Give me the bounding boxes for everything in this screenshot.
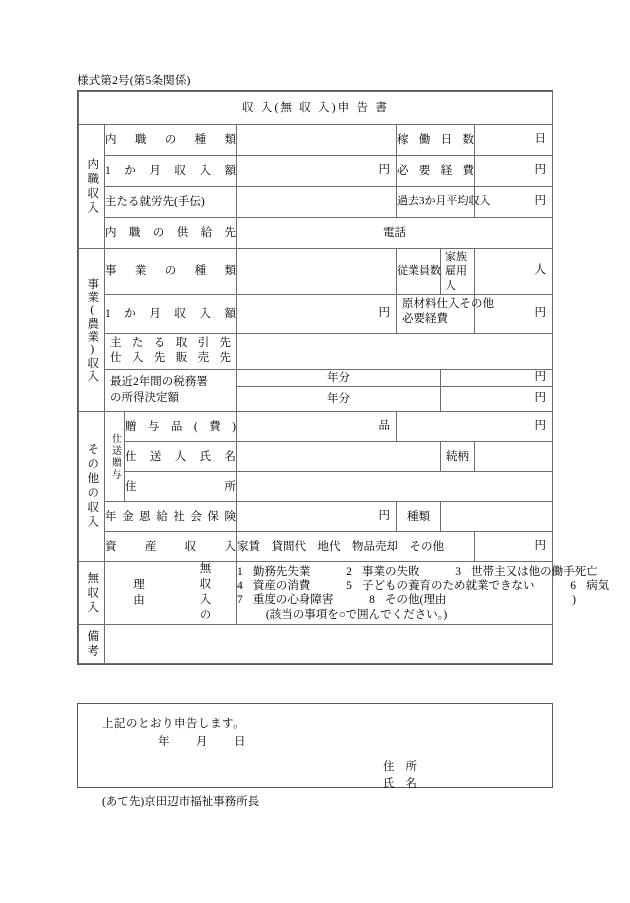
section-label-mushuunyuu (79, 562, 105, 625)
field-tax-year2[interactable]: 年分 (237, 387, 441, 412)
reason-line-3: 7 重度の心身障害 8 その他(理由 ) (237, 594, 576, 607)
field-naishoku-monthly-input[interactable]: 円 (237, 156, 397, 187)
field-tax-amount2[interactable]: 円 (441, 387, 553, 412)
form-title (79, 92, 553, 125)
tax-label-line2: の所得決定額 (110, 391, 179, 404)
field-supplier-input[interactable]: 電話 (237, 218, 553, 249)
field-sender-name-label: 仕送人氏名 (125, 442, 237, 472)
field-naishoku-type-label: 内職の種類 (105, 125, 237, 156)
reason-line-1: 1 勤務先失業 2 事業の失敗 3 世帯主又は他の働手死亡 (237, 565, 598, 578)
form-number: 様式第2号(第5条関係) (77, 75, 191, 87)
field-kind-label: 種類 (397, 502, 441, 532)
reason-label-main: 無収入の (198, 562, 211, 625)
field-material-input[interactable]: 円 (475, 294, 553, 333)
section-label-naishoku (79, 125, 105, 249)
field-partners-label (105, 333, 237, 369)
field-tax-amount1[interactable]: 円 (441, 369, 553, 386)
section-label-sonota-text: その他の収入 (86, 443, 99, 531)
field-supplier-label: 内職の供給先 (105, 218, 237, 249)
field-address-input[interactable] (237, 472, 553, 502)
declaration-addressee: (あて先)京田辺市福祉事務所長 (102, 796, 260, 808)
field-employees-input[interactable]: 人 (475, 249, 553, 295)
reason-options-block[interactable] (237, 562, 610, 625)
subsection-label-gift (105, 412, 125, 502)
field-address-label: 住所 (125, 472, 237, 502)
section-label-sonota (79, 412, 105, 562)
reason-note: (該当の事項を○で囲んでください。) (265, 608, 448, 621)
declaration-name-label: 氏名 (383, 778, 417, 790)
field-employees-label: 従業員数 (397, 249, 441, 295)
section-label-jigyou (79, 249, 105, 412)
field-workplace-input[interactable] (237, 187, 397, 218)
declaration-statement: 上記のとおり申告します。 (102, 718, 246, 730)
field-material-label (397, 294, 494, 333)
material-label-line2: 必要経費 (402, 313, 448, 326)
reason-label-block (105, 562, 237, 625)
field-pension-input[interactable]: 円 (237, 502, 397, 532)
field-asset-label: 資産収入 (105, 532, 237, 562)
field-kind-input[interactable] (441, 502, 553, 532)
field-jigyou-type-label: 事業の種類 (105, 249, 237, 295)
field-jigyou-monthly-input[interactable]: 円 (237, 294, 397, 333)
section-label-bikou-text: 備考 (86, 629, 99, 659)
material-label-line1: 原材料仕入その他 (402, 297, 494, 310)
reason-line-2: 4 資産の消費 5 子どもの養育のため就業できない 6 病気 (237, 579, 610, 592)
field-pension-label: 年金恩給社会保険 (105, 502, 237, 532)
declaration-date[interactable] (158, 733, 246, 749)
partners-label-line1: 主たる取引先 (110, 336, 231, 349)
field-partners-input[interactable] (237, 333, 553, 369)
field-tax-label (105, 369, 237, 411)
field-asset-kinds: 家賃 貸間代 地代 物品売却 その他 (237, 532, 475, 562)
reason-label-sub: 理由 (132, 577, 144, 609)
form-title-text: 収 入(無 収 入)申 告 書 (242, 101, 390, 114)
date-year-label: 年 (158, 736, 170, 748)
employees-family-label: 家族 (445, 251, 467, 263)
field-asset-input[interactable]: 円 (475, 532, 553, 562)
field-workdays-input[interactable]: 日 (475, 125, 553, 156)
income-declaration-table (77, 90, 610, 665)
field-jigyou-type-input[interactable] (237, 249, 397, 295)
field-naishoku-type-input[interactable] (237, 125, 397, 156)
section-label-mushuunyuu-text: 無収入 (86, 571, 99, 616)
tax-label-line1: 最近2年間の税務署 (110, 376, 208, 389)
field-sender-name-input[interactable] (237, 442, 441, 472)
field-expenses-input[interactable]: 円 (475, 156, 553, 187)
field-bikou-input[interactable] (105, 625, 553, 664)
field-workdays-label: 稼働日数 (397, 125, 475, 156)
field-gift-item-label: 贈与品(費) (125, 412, 237, 442)
field-expenses-label: 必要経費 (397, 156, 475, 187)
field-gift-amount-input[interactable]: 円 (397, 412, 553, 442)
section-label-jigyou-text: 事業(農業)収入 (86, 277, 99, 383)
field-jigyou-monthly-label: 1か月収入額 (105, 294, 237, 333)
field-workplace-label: 主たる就労先(手伝) (105, 187, 237, 218)
section-label-bikou (79, 625, 105, 664)
declaration-address-label: 住所 (383, 761, 417, 773)
date-day-label: 日 (234, 736, 246, 748)
field-employees-split[interactable] (441, 249, 475, 295)
field-avg3-input[interactable]: 円 (475, 187, 553, 218)
declaration-box (77, 703, 553, 808)
subsection-label-gift-text: 仕送贈与 (109, 432, 121, 481)
employees-hired-label: 雇用人 (445, 265, 467, 292)
field-naishoku-monthly-label: 1か月収入額 (105, 156, 237, 187)
field-avg3-label: 過去3か月平均収入 (397, 187, 475, 218)
date-month-label: 月 (196, 736, 208, 748)
field-gift-item-input[interactable]: 品 (237, 412, 397, 442)
field-relation-label: 続柄 (441, 442, 475, 472)
field-relation-input[interactable] (475, 442, 553, 472)
partners-label-line2: 仕入先販売先 (110, 352, 231, 365)
field-tax-year1[interactable]: 年分 (237, 369, 441, 386)
section-label-naishoku-text: 内職収入 (86, 157, 99, 216)
